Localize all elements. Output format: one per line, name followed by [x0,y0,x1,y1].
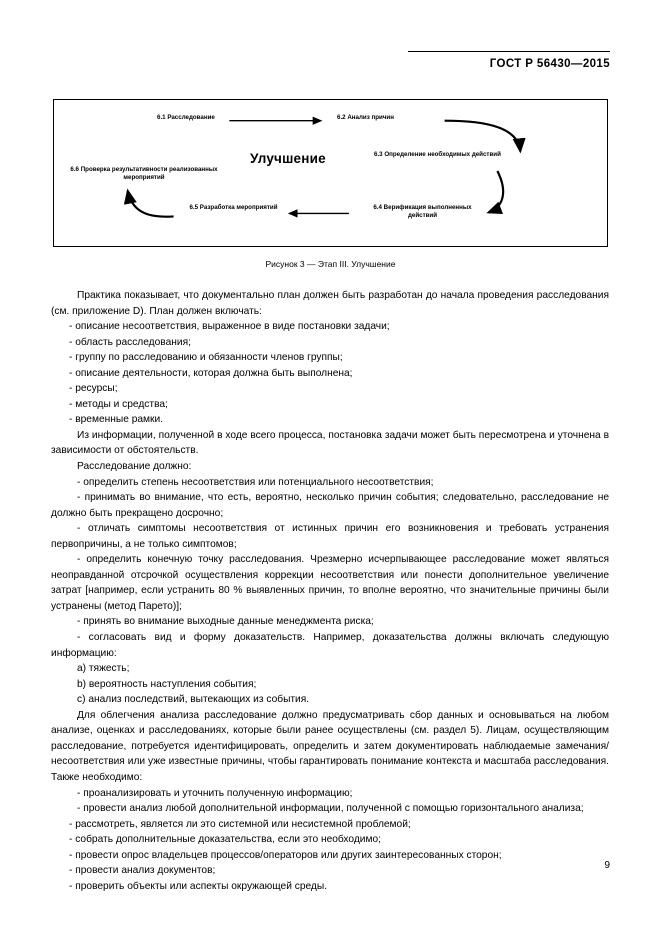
body-text [51,288,609,894]
figure-node-6-5: 6.5 Разработка мероприятий [189,204,278,211]
list-item: - временные рамки. [69,414,164,426]
list-item: - ресурсы; [69,383,118,395]
list-item: - описание деятельности, которая должна быть выполнена; [69,367,353,379]
list-item: - провести анализ документов; [69,865,216,877]
list-item: - принять во внимание выходные данные менеджмента риска; [77,616,374,628]
list-item: - согласовать вид и форму доказательств. Например, доказательства должны включать следующую информацию: [51,632,609,659]
list-item: c) анализ последствий, вытекающих из события. [77,694,310,706]
list-item: - проанализировать и уточнить полученную информацию; [77,787,353,799]
figure-node-6-3: 6.3 Определение необходимых действий [374,151,501,158]
paragraph: Для облегчения анализа расследование должно предусматривать сбор данных и основываться на любом анализе, оценках и расследованиях, которые были ранее осуществлены (см. раздел 5). Лицам, осуществляющим расследование, потребуется идентифицировать, определить и затем документировать наблюдаемые замечания/несоответствия или уже известные причины, чтобы гарантировать понимание контекста и масштаба расследования. Также необходимо: [51,709,609,783]
list-item: - группу по расследованию и обязанности членов группы; [69,352,343,364]
figure-node-6-4: 6.4 Верификация выполненных действий [373,204,472,219]
paragraph: Расследование должно: [77,461,192,473]
list-item: - рассмотреть, является ли это системной или несистемной проблемой; [69,818,411,830]
list-item: - определить степень несоответствия или потенциального несоответствия; [77,476,434,488]
page-number: 9 [604,860,610,871]
paragraph: Из информации, полученной в ходе всего процесса, постановка задачи может быть пересмотрена и уточнена в зависимости от обстоятельств. [51,429,609,457]
figure-3-container [53,99,608,247]
header-rule [408,51,610,52]
list-item: - принимать во внимание, что есть, вероятно, несколько причин события; следовательно, расследование не должно быть прекращено досрочно; [51,492,609,519]
figure-node-6-1: 6.1 Расследование [157,114,215,121]
list-item: - определить конечную точку расследования. Чрезмерно исчерпывающее расследование может являться неоправданной отсрочкой осуществления коррекции несоответствия или понести дополнительное увеличение затрат [например, если устранить 80 % выявленных причин, то вполне вероятно, что значительные причины были устранены (метод Парето)]; [51,554,609,612]
list-item: - отличать симптомы несоответствия от истинных причин его возникновения и требовать устранения первопричины, а не только симптомов; [51,523,609,550]
list-item: - описание несоответствия, выраженное в виде постановки задачи; [69,321,390,333]
paragraph: Практика показывает, что документально план должен быть разработан до начала проведения расследования (см. приложение D). План должен включать: [51,290,609,317]
figure-center-title: Улучшение [250,151,326,166]
figure-caption: Рисунок 3 — Этап III. Улучшение [265,259,396,269]
list-item: - провести анализ любой дополнительной информации, полученной с помощью горизонтального анализа; [77,803,584,815]
figure-node-6-6: 6.6 Проверка результативности реализованных мероприятий [70,166,218,181]
list-item: - провести опрос владельцев процессов/операторов или других заинтересованных сторон; [69,849,502,861]
list-item: b) вероятность наступления события; [77,678,257,690]
standard-number-header: ГОСТ Р 56430—2015 [489,58,610,70]
list-item: - методы и средства; [69,398,168,410]
list-item: - область расследования; [69,336,191,348]
list-item: - проверить объекты или аспекты окружающей среды. [69,880,328,892]
figure-node-6-2: 6.2 Анализ причин [337,114,394,121]
list-item: a) тяжесть; [77,663,130,675]
list-item: - собрать дополнительные доказательства, если это необходимо; [69,834,381,846]
